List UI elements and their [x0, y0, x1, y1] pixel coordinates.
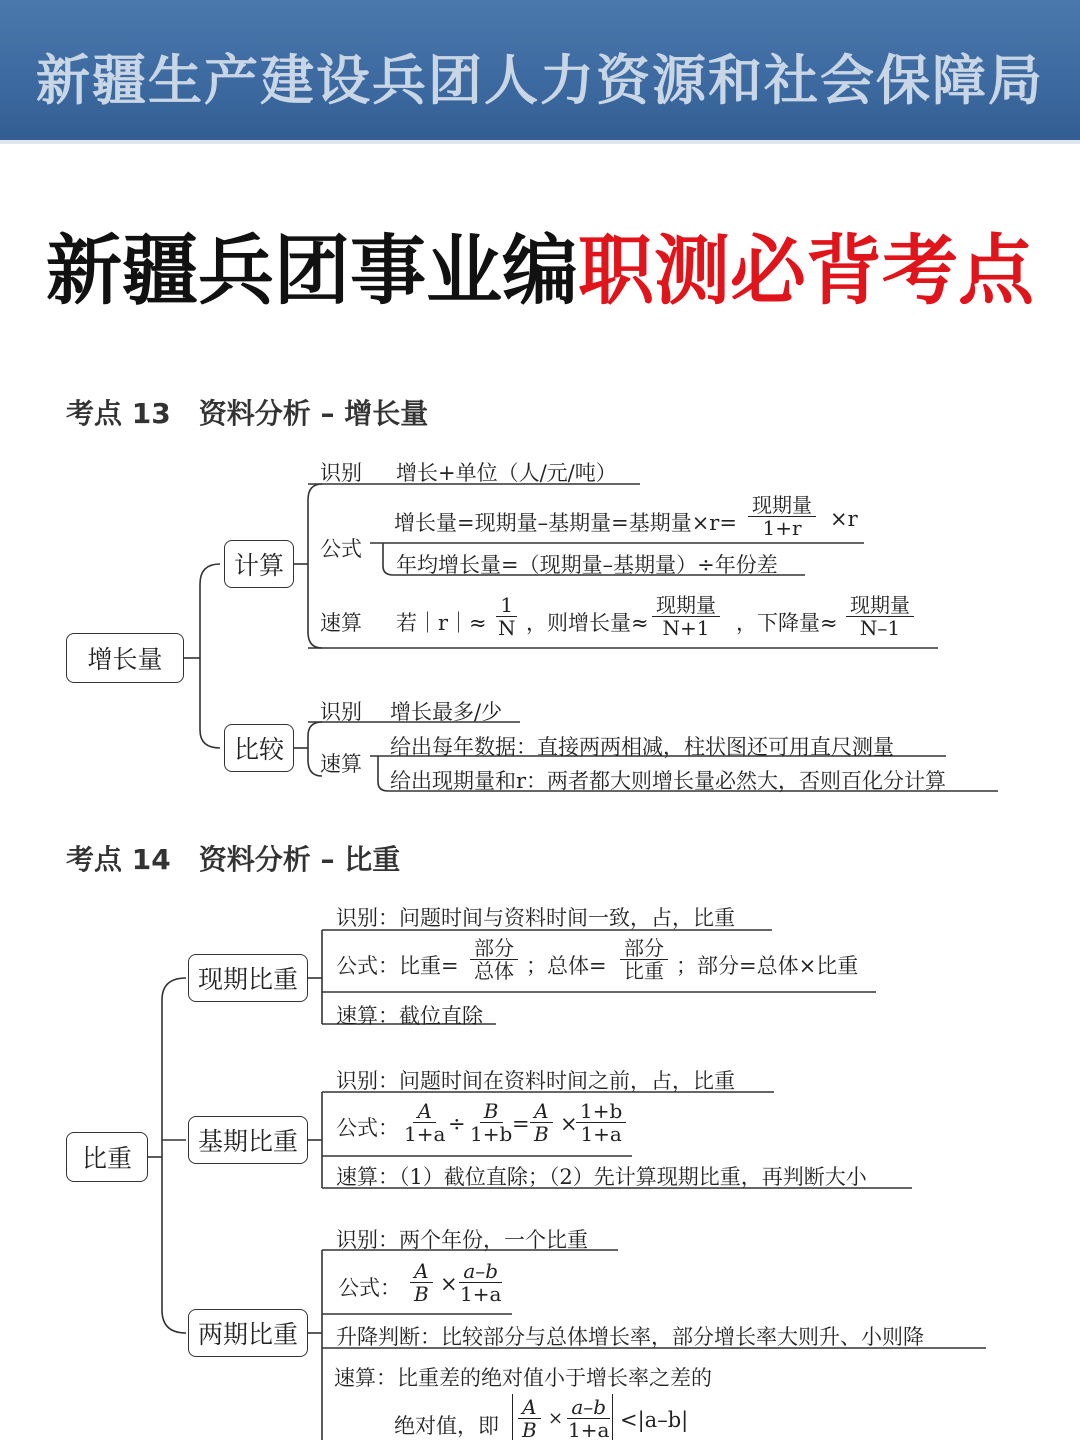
calc-quick-mid: ，则增长量≈ — [526, 611, 649, 635]
two-quick-tail: <|a–b| — [620, 1408, 689, 1432]
two-quick-times: × — [548, 1408, 564, 1429]
two-times-sign: × — [440, 1272, 458, 1296]
current-quick: 速算：截位直除 — [336, 1004, 483, 1028]
root-node-proportion: 比重 — [66, 1132, 148, 1182]
organization-name: 新疆生产建设兵团人力资源和社会保障局 — [36, 49, 1044, 112]
title-black-part: 新疆兵团事业编 — [46, 226, 578, 315]
base-fraction-a: $\frac{A}{1+a}$ — [404, 1099, 446, 1146]
calc-formula1-tail: ×r — [830, 507, 858, 531]
node-base-proportion: 基期比重 — [188, 1116, 308, 1164]
calc-formula-label: 公式 — [320, 537, 362, 561]
calc-quick-fraction-3: 现期量 N–1 — [846, 594, 914, 639]
base-formula-pre: 公式： — [336, 1116, 399, 1140]
abs-bar-left — [512, 1394, 514, 1440]
current-formula-mid: ；总体= — [526, 954, 607, 978]
base-times-sign: × — [560, 1112, 578, 1136]
compare-quick-2: 给出现期量和r：两者都大则增长量必然大，否则百化分计算 — [390, 769, 947, 793]
calc-quick-label: 速算 — [320, 611, 362, 635]
base-identify: 识别：问题时间在资料时间之前，占，比重 — [336, 1069, 735, 1093]
compare-identify-text: 增长最多/少 — [390, 700, 503, 724]
calc-quick-fraction-1: $\frac{1}{N}$ — [498, 593, 516, 640]
base-fraction-b: $\frac{B}{1+b}$ — [470, 1099, 513, 1146]
current-identify: 识别：问题时间与资料时间一致，占，比重 — [336, 906, 735, 930]
base-div-sign: ÷ — [448, 1112, 466, 1136]
root-node-growth: 增长量 — [66, 633, 184, 683]
base-fraction-c: $\frac{A}{B}$ — [530, 1100, 553, 1145]
two-quick-fraction-a: $\frac{A}{B}$ — [518, 1396, 541, 1441]
current-fraction-1: 部分 总体 — [470, 937, 518, 982]
node-current-proportion: 现期比重 — [188, 954, 308, 1002]
calc-quick-pre: 若｜r｜≈ — [396, 611, 487, 635]
current-formula-tail: ；部分=总体×比重 — [676, 954, 859, 978]
calc-identify-label: 识别 — [320, 461, 362, 485]
calc-formula1-text: 增长量=现期量–基期量=基期量×r= — [394, 511, 737, 535]
node-two-period-proportion: 两期比重 — [188, 1309, 308, 1357]
calc-formula2-text: 年均增长量=（现期量–基期量）÷年份差 — [396, 553, 778, 577]
title-red-part: 职测必背考点 — [578, 226, 1034, 315]
two-quick-fraction-b: $\frac{a-b}{1+a}$ — [568, 1395, 610, 1442]
current-fraction-2: 部分 比重 — [620, 937, 668, 982]
node-calc: 计算 — [224, 540, 294, 588]
calc-quick-fraction-2: 现期量 N+1 — [652, 594, 720, 639]
two-trend: 升降判断：比较部分与总体增长率，部分增长率大则升、小则降 — [336, 1325, 924, 1349]
two-fraction-a: $\frac{A}{B}$ — [410, 1260, 433, 1305]
node-compare: 比较 — [224, 724, 294, 772]
base-quick: 速算：（1）截位直除；（2）先计算现期比重，再判断大小 — [336, 1165, 867, 1189]
compare-quick-label: 速算 — [320, 752, 362, 776]
base-fraction-d: $\frac{1+b}{1+a}$ — [576, 1100, 626, 1145]
topic-14-title: 考点 14 资料分析 – 比重 — [66, 843, 401, 876]
base-eq-sign: = — [512, 1112, 530, 1136]
two-fraction-b: $\frac{a-b}{1+a}$ — [460, 1259, 502, 1306]
compare-quick-1: 给出每年数据：直接两两相减，柱状图还可用直尺测量 — [390, 735, 894, 759]
calc-identify-text: 增长+单位（人/元/吨） — [396, 461, 617, 485]
two-formula-pre: 公式： — [338, 1276, 401, 1300]
current-formula-pre: 公式：比重= — [336, 954, 459, 978]
two-quick-1: 速算：比重差的绝对值小于增长率之差的 — [334, 1366, 712, 1390]
topic-13-title: 考点 13 资料分析 – 增长量 — [66, 397, 429, 430]
calc-quick-mid2: ，下降量≈ — [736, 611, 838, 635]
abs-bar-right — [612, 1394, 614, 1440]
two-quick-2: 绝对值，即 — [394, 1414, 499, 1438]
compare-identify-label: 识别 — [320, 700, 362, 724]
calc-formula1-fraction: 现期量 1+r — [748, 494, 816, 539]
two-identify: 识别：两个年份，一个比重 — [336, 1228, 588, 1252]
